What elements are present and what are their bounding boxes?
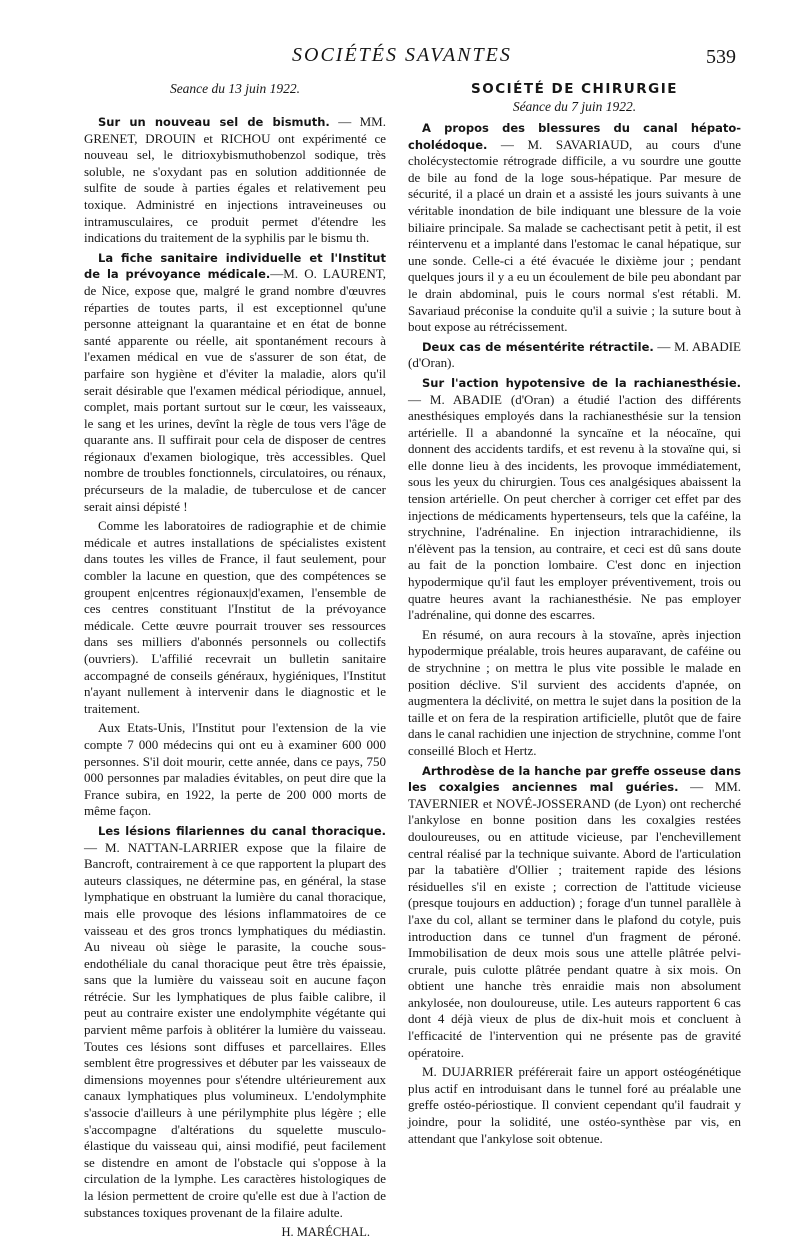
page-header xyxy=(0,40,800,80)
article-text: Aux Etats-Unis, l'Institut pour l'extension de la vie compte 7 000 médecins qui ont eu à examiner 600 000 personnes. S'il doit mourir, cette année, dans ce pays, 750 000 personnes par maladies évitables, on peut dire que la France subira, en 1922, la perte de 200 000 morts de même façon. xyxy=(84,720,386,819)
article-text: —M. O. LAURENT, de Nice, expose que, malgré le grand nombre d'œuvres réparties de toutes parts, il est exceptionnel qu'une personne atteignant la quarantaine et en état de bonne santé apparente ou réelle, ait spontanément recours à l'examen médical en vue de s'assurer de son état, de parfaire son hygiène et d'éviter la maladie, alors qu'il serait désirable que l'examen médical périodique, annuel, complet, mais portant surtout sur le cœur, les vaisseaux, le sang et les urines, devînt la règle de tous vers l'âge de quarante ans. Il suffirait pour cela de disposer de centres régionaux d'examen biologique, très accessibles. Quel nombre de troubles fonctionnels, circulatoires, ou rénaux, précurseurs de la maladie, de tuberculose et de cancer serait ainsi dépisté ! xyxy=(84,266,386,514)
article-arthrodese xyxy=(408,763,741,1062)
article-etats-unis xyxy=(84,720,386,820)
article-bismuth xyxy=(84,114,386,247)
article-heading: Sur un nouveau sel de bismuth. xyxy=(98,115,330,129)
article-text: — MM. GRENET, DROUIN et RICHOU ont expérimenté ce nouveau sel, le ditrioxybismuthobenzol sodique, très soluble, ne s'oxydant pas en solution additionnée de sulfite de soude à parties égales et relativement peu toxique. Administré en injections intraveineuses ou intramusculaires, ce produit permet d'étendre les indications du traitement de la syphilis par le bismu th. xyxy=(84,114,386,246)
article-text: — M. ABADIE (d'Oran). xyxy=(408,338,741,371)
article-text: — M. SAVARIAUD, au cours d'une cholécystectomie rétrograde difficile, a vu sourdre une goutte de bile au fond de la loge sous-hépatique. Par mesure de sécurité, il a placé un drain et a assisté les jours suivants à une véritable inondation de bile indiquant une blessure de la voie biliaire principale. Sa malade se cachectisant petit à petit, il est réintervenu et a implanté dans l'estomac le canal hépatique, sur une sonde. Celle-ci a été évacuée le dixième jour ; pendant quelques jours il y a eu un écoulement de bile peu abondant par le drain abdominal, puis le cours normal s'est rétabli. M. Savariaud préconise la conduite qu'il a suivie ; la suture bout à bout expose au rétrécissement. xyxy=(408,136,741,335)
article-fiche-sanitaire xyxy=(84,250,386,516)
article-lesions-filariennes xyxy=(84,823,386,1221)
article-text: — M. ABADIE (d'Oran) a étudié l'action des différents anesthésiques employés dans la rachianesthésie sur la tension artérielle. Il a abandonné la syncaïne et la néocaïne, qui donnent des accidents tardifs, et est revenu à la stovaïne qui, si elle donne lieu à des incidents, les provoque immédiatement, sous les yeux du chirurgien. Tous ces analgésiques abaissent la tension artérielle. On peut chercher à corriger cet effet par des injections de médicaments hypertenseurs, tels que la caféine, la strychnine, l'adrénaline. En injection intrarachidienne, ils n'élèvent pas la tension, au contraire, et ceci est dû sans doute au fait de la ponction lombaire. C'est donc en injection hypodermique qu'il faut les employer préventivement, trois ou quatre heures avant la rachianesthésie. Ne pas employer l'adrénaline, qui donne des escarres. xyxy=(408,391,741,623)
article-text: Comme les laboratoires de radiographie et de chimie médicale et autres installations de spécialistes existent dans toutes les villes de France, il faut seulement, pour combler la lacune en question, que des compétences se groupent en|centres régionaux|d'examen, l'ensemble de ces centres constituant l'Institut de la prévoyance médicale. Cette œuvre pourrait trouver ses ressources dans ses milliers d'abonnés personnels ou collectifs (ouvriers). L'affilié recevrait un bulletin sanitaire accompagné de conseils généraux, hygiéniques, l'Institut n'ayant nullement à intervenir dans le diagnostic et le traitement. xyxy=(84,518,386,716)
article-heading: Deux cas de mésentérite rétractile. xyxy=(422,339,654,354)
article-rachianesthesie xyxy=(408,375,741,624)
article-text: En résumé, on aura recours à la stovaïne, après injection hypodermique préalable, trois heures auparavant, de caféine ou de strychnine ; on mettra le plus vite possible le malade en position déclive. S'il survient des accidents d'apnée, on augmentera la déclivité, on mettra le sujet dans la position de la taille et on fera de la respiration artificielle, plutôt que de faire dans le canal rachidien une injection de strychnine, comme l'ont conseillé Bloch et Hertz. xyxy=(408,626,742,758)
left-column xyxy=(84,80,386,1240)
article-laboratoires xyxy=(84,518,386,717)
article-heading: Sur l'action hypotensive de la rachianesthésie. xyxy=(422,375,741,390)
article-heading: Les lésions filariennes du canal thoracique. xyxy=(98,823,386,838)
article-heading: A propos des blessures du canal hépato-cholédoque. xyxy=(408,121,741,152)
article-heading: Arthrodèse de la hanche par greffe osseuse dans les coxalgies anciennes mal guéries. xyxy=(408,763,741,795)
signature: H. MARÉCHAL. xyxy=(281,1225,370,1240)
article-resume xyxy=(408,627,741,760)
article-text: — M. NATTAN-LARRIER expose que la filaire de Bancroft, contrairement à ce que rapportent la plupart des auteurs classiques, ne détermine pas, en général, la stase lymphatique en obstruant la lumière du canal thoracique, mais elle provoque des lésions inflammatoires de ce vaisseau et des gros troncs lymphatiques du médiastin. Au niveau où siège le parasite, la couche sous-endothéliale du canal thoracique peut être très épaissie, sans que la lumière du vaisseau soit en aucune façon rétrécie. Sur les lymphatiques de plus faible calibre, il peut au contraire exister une endolymphite végétante qui parvient même parfois à oblitérer la lumière du vaisseau. Toutes ces lésions sont diffuses et parcellaires. Elles semblent être progressives et débuter par les vaisseaux de dimensions moyennes pour s'étendre ultérieurement aux canaux lymphatiques plus volumineux. L'endolymphite s'associe d'ailleurs à une périlymphite plus légère ; elle s'accompagne d'altérations du squelette musculo-élastique du vaisseau qui, ainsi modifié, peut facilement se distendre en amont de l'obstacle qui s'oppose à la circulation de la lymphe. Les caractères histologiques de la lésion permettent de croire qu'elle est due à l'action de substances toxiques provenant de la filaire adulte. xyxy=(84,839,386,1220)
right-column xyxy=(408,80,742,1146)
society-title: SOCIÉTÉ DE CHIRURGIE xyxy=(471,81,678,97)
session-date: Seance du 13 juin 1922. xyxy=(169,81,301,96)
article-heading: La fiche sanitaire individuelle et l'Institut de la prévoyance médicale. xyxy=(84,250,386,282)
article-text: — MM. TAVERNIER et NOVÉ-JOSSERAND (de Lyon) ont recherché l'ankylose en bonne position dans les coxalgies restées douloureuses, ou en attitude vicieuse, par l'enchevillement central réalisé par la technique suivante. Abord de l'articulation par la tabatière d'Ollier ; traitement rapide des lésions résiduelles s'il en existe ; correction de l'attitude vicieuse (presque toujours en adduction) ; forage d'un tunnel parallèle à l'axe du col, allant se terminer dans le plafond du cotyle, puis introduction dans ce tunnel d'un fragment de péroné. Immobilisation de deux mois sous une attelle plâtrée pelvi-crurale, puis culotte plâtrée pendant quatre à six mois. On obtient une hanche très enraidie mais non absolument ankylosée, non douloureuse, utile. Les auteurs rapportent 6 cas dont 4 déjà vieux de plus de dix-huit mois et concluent à l'efficacité de l'intervention qui ne présente pas de gravité opératoire. xyxy=(408,779,742,1060)
article-text: M. DUJARRIER préférerait faire un apport ostéogénétique plus actif en introduisant dans le tunnel foré au préalable une greffe ostéo-périostique. Il convient cependant qu'il faudrait y joindre, pour la solidité, une ostéo-synthèse par vis, en attendant que l'ankylose soit obtenue. xyxy=(408,1064,741,1146)
page-number: 539 xyxy=(706,46,736,68)
article-canal-hepato-choledoque xyxy=(408,120,741,336)
article-dujarrier xyxy=(408,1064,741,1147)
article-mesenterite xyxy=(408,339,741,372)
running-title: SOCIÉTÉS SAVANTES xyxy=(292,44,512,66)
session-date: Séance du 7 juin 1922. xyxy=(512,99,637,114)
